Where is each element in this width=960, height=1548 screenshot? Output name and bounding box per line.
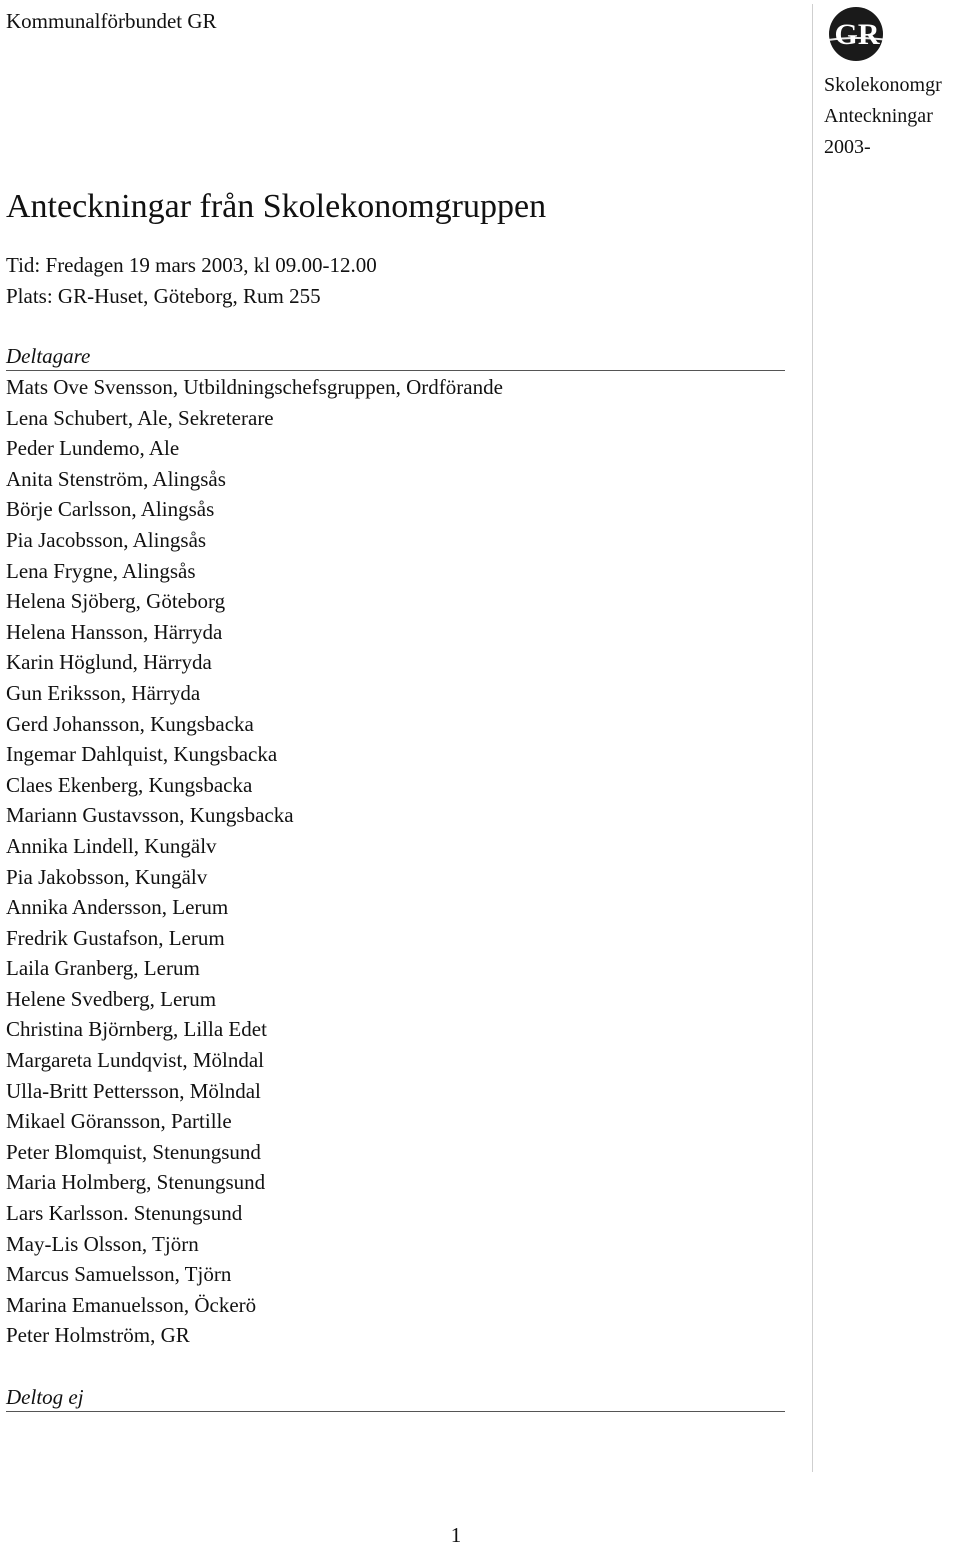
participant-item: Fredrik Gustafson, Lerum bbox=[6, 925, 225, 950]
participant-item: Börje Carlsson, Alingsås bbox=[6, 497, 215, 522]
participant-item: Peter Blomquist, Stenungsund bbox=[6, 1139, 261, 1164]
participant-item: Gun Eriksson, Härryda bbox=[6, 680, 201, 705]
participant-item: May-Lis Olsson, Tjörn bbox=[6, 1231, 199, 1256]
participant-item: Ingemar Dahlquist, Kungsbacka bbox=[6, 742, 278, 767]
participant-item: Pia Jacobsson, Alingsås bbox=[6, 527, 207, 552]
gr-logo-icon bbox=[826, 6, 890, 62]
sidebar-info bbox=[824, 70, 942, 163]
participant-item: Annika Lindell, Kungälv bbox=[6, 833, 217, 858]
participant-item: Helena Hansson, Härryda bbox=[6, 619, 223, 644]
participant-item: Peter Holmström, GR bbox=[6, 1323, 190, 1348]
absent-heading: Deltog ej bbox=[6, 1384, 785, 1412]
participant-item: Christina Björnberg, Lilla Edet bbox=[6, 1017, 267, 1042]
meeting-info bbox=[6, 250, 377, 312]
participant-item: Lena Schubert, Ale, Sekreterare bbox=[6, 405, 274, 430]
participants-list bbox=[6, 372, 503, 1351]
participant-item: Annika Andersson, Lerum bbox=[6, 895, 229, 920]
meeting-time: Tid: Fredagen 19 mars 2003, kl 09.00-12.00 bbox=[6, 253, 377, 277]
sidebar-divider bbox=[812, 4, 813, 1472]
participant-item: Marcus Samuelsson, Tjörn bbox=[6, 1262, 232, 1287]
participant-item: Marina Emanuelsson, Öckerö bbox=[6, 1292, 257, 1317]
participant-item: Helene Svedberg, Lerum bbox=[6, 986, 217, 1011]
participant-item: Mariann Gustavsson, Kungsbacka bbox=[6, 803, 294, 828]
sidebar-doc-type: Anteckningar bbox=[824, 105, 933, 127]
logo-lettering: GR bbox=[834, 18, 880, 51]
participant-item: Lars Karlsson. Stenungsund bbox=[6, 1201, 243, 1226]
participant-item: Karin Höglund, Härryda bbox=[6, 650, 212, 675]
participant-item: Claes Ekenberg, Kungsbacka bbox=[6, 772, 253, 797]
meeting-place: Plats: GR-Huset, Göteborg, Rum 255 bbox=[6, 284, 321, 308]
participant-item: Laila Granberg, Lerum bbox=[6, 956, 200, 981]
sidebar-group-label: Skolekonomgr bbox=[824, 74, 942, 96]
participant-item: Mats Ove Svensson, Utbildningschefsgruppen, Ordförande bbox=[6, 375, 503, 399]
participant-item: Peder Lundemo, Ale bbox=[6, 436, 180, 461]
participant-item: Anita Stenström, Alingsås bbox=[6, 466, 226, 491]
participant-item: Maria Holmberg, Stenungsund bbox=[6, 1170, 266, 1195]
participant-item: Margareta Lundqvist, Mölndal bbox=[6, 1048, 264, 1073]
organization-name: Kommunalförbundet GR bbox=[6, 9, 217, 33]
participant-item: Helena Sjöberg, Göteborg bbox=[6, 589, 226, 614]
sidebar-year: 2003- bbox=[824, 136, 871, 158]
participant-item: Mikael Göransson, Partille bbox=[6, 1109, 232, 1134]
participant-item: Lena Frygne, Alingsås bbox=[6, 558, 196, 583]
participant-item: Ulla-Britt Pettersson, Mölndal bbox=[6, 1078, 261, 1103]
participant-item: Pia Jakobsson, Kungälv bbox=[6, 864, 208, 889]
participants-heading: Deltagare bbox=[6, 343, 785, 371]
participant-item: Gerd Johansson, Kungsbacka bbox=[6, 711, 254, 736]
page-number: 1 bbox=[450, 1523, 462, 1547]
page-title: Anteckningar från Skolekonomgruppen bbox=[6, 188, 547, 225]
